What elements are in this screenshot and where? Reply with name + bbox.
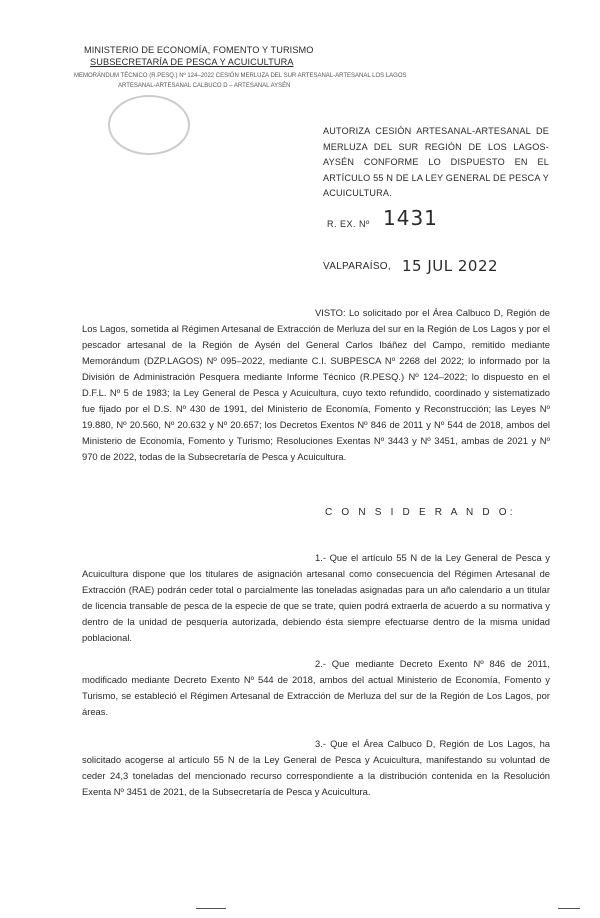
considerando-heading: C O N S I D E R A N D O: (325, 507, 516, 518)
visto-text: VISTO: Lo solicitado por el Área Calbuco D, Región de Los Lagos, sometida al Régimen Artesanal de Extracción de Merluza del sur en la Región de Los Lagos y por el pescador artesanal de la Región de Aysén del General Carlos Ibáñez del Campo, remitido mediante Memorándum (DZP.LAGOS) Nº 095–2022, mediante C.I. SUBPESCA Nº 2268 del 2022; lo informado por la División de Administración Pesquera mediante Informe Técnico (R.PESQ.) Nº 124–2022; lo dispuesto en el D.F.L. Nº 5 de 1983; la Ley General de Pesca y Acuicultura, cuyo texto refundido, coordinado y sistematizado fue fijado por el D.S. Nº 430 de 1991, del Ministerio de Economía, Fomento y Reconstrucción; las Leyes Nº 19.880, Nº 20.560, Nº 20.632 y Nº 20.657; los Decretos Exentos Nº 846 de 2011 y Nº 544 de 2018, ambos del Ministerio de Economía, Fomento y Turismo; Resoluciones Exentas Nº 3443 y Nº 3451, ambas de 2021 y Nº 970 de 2022, todas de la Subsecretaría de Pesca y Acuicultura. (82, 307, 550, 462)
resolution-title: AUTORIZA CESIÓN ARTESANAL-ARTESANAL DE MERLUZA DEL SUR REGIÓN DE LOS LAGOS-AYSÉN CONFORME LO DISPUESTO EN EL ARTÍCULO 55 N DE LA LEY GENERAL DE PESCA Y ACUICULTURA. (323, 126, 549, 198)
bottom-mark-left (196, 908, 226, 909)
memo-reference: MEMORÁNDUM TÉCNICO (R.PESQ.) Nº 124–2022 CESIÓN MERLUZA DEL SUR ARTESANAL-ARTESANAL LOS LAGOS (74, 73, 407, 79)
considerando-point-1 (82, 550, 550, 646)
memo-reference-2: ARTESANAL-ARTESANAL CALBUCO D – ARTESANAL AYSÉN (118, 83, 291, 89)
point-text: 3.- Que el Área Calbuco D, Región de Los Lagos, ha solicitado acogerse al artículo 55 N de la Ley General de Pesca y Acuicultura, manifestando su voluntad de ceder 24,3 toneladas del mencionado recurso correspondiente a la distribución contenida en la Resolución Exenta Nº 3451 de 2021, de la Subsecretaría de Pesca y Acuicultura. (82, 738, 550, 797)
resolution-place: VALPARAÍSO, (323, 261, 391, 272)
considerando-point-3 (82, 736, 550, 800)
seal-stamp (108, 95, 190, 155)
subsecretaria-name: SUBSECRETARÍA DE PESCA Y ACUICULTURA (90, 57, 294, 67)
point-text: 2.- Que mediante Decreto Exento Nº 846 de 2011, modificado mediante Decreto Exento Nº 544 de 2018, ambos del actual Ministerio de Economía, Fomento y Turismo, se estableció el Régimen Artesanal de Extracción de Merluza del sur de la Región de Los Lagos, por áreas. (82, 658, 550, 717)
bottom-mark-right (558, 908, 580, 909)
point-text: 1.- Que el artículo 55 N de la Ley General de Pesca y Acuicultura dispone que los titulares de asignación artesanal como consecuencia del Régimen Artesanal de Extracción (RAE) podrán ceder total o parcialmente las toneladas asignadas para un año calendario a un titular de licencia transable de pesca de la especie de que se trate, quien podrá extraerla de acuerdo a su normativa y dentro de la unidad de pesquería autorizada, debiendo ésta siempre efectuarse dentro de la misma unidad poblacional. (82, 552, 550, 643)
ministry-name: MINISTERIO DE ECONOMÍA, FOMENTO Y TURISMO (84, 45, 314, 55)
resolution-label: R. EX. Nº (327, 219, 370, 229)
visto-paragraph (82, 305, 550, 465)
resolution-date: 15 JUL 2022 (402, 257, 499, 275)
considerando-point-2 (82, 656, 550, 720)
resolution-number: 1431 (383, 206, 438, 230)
